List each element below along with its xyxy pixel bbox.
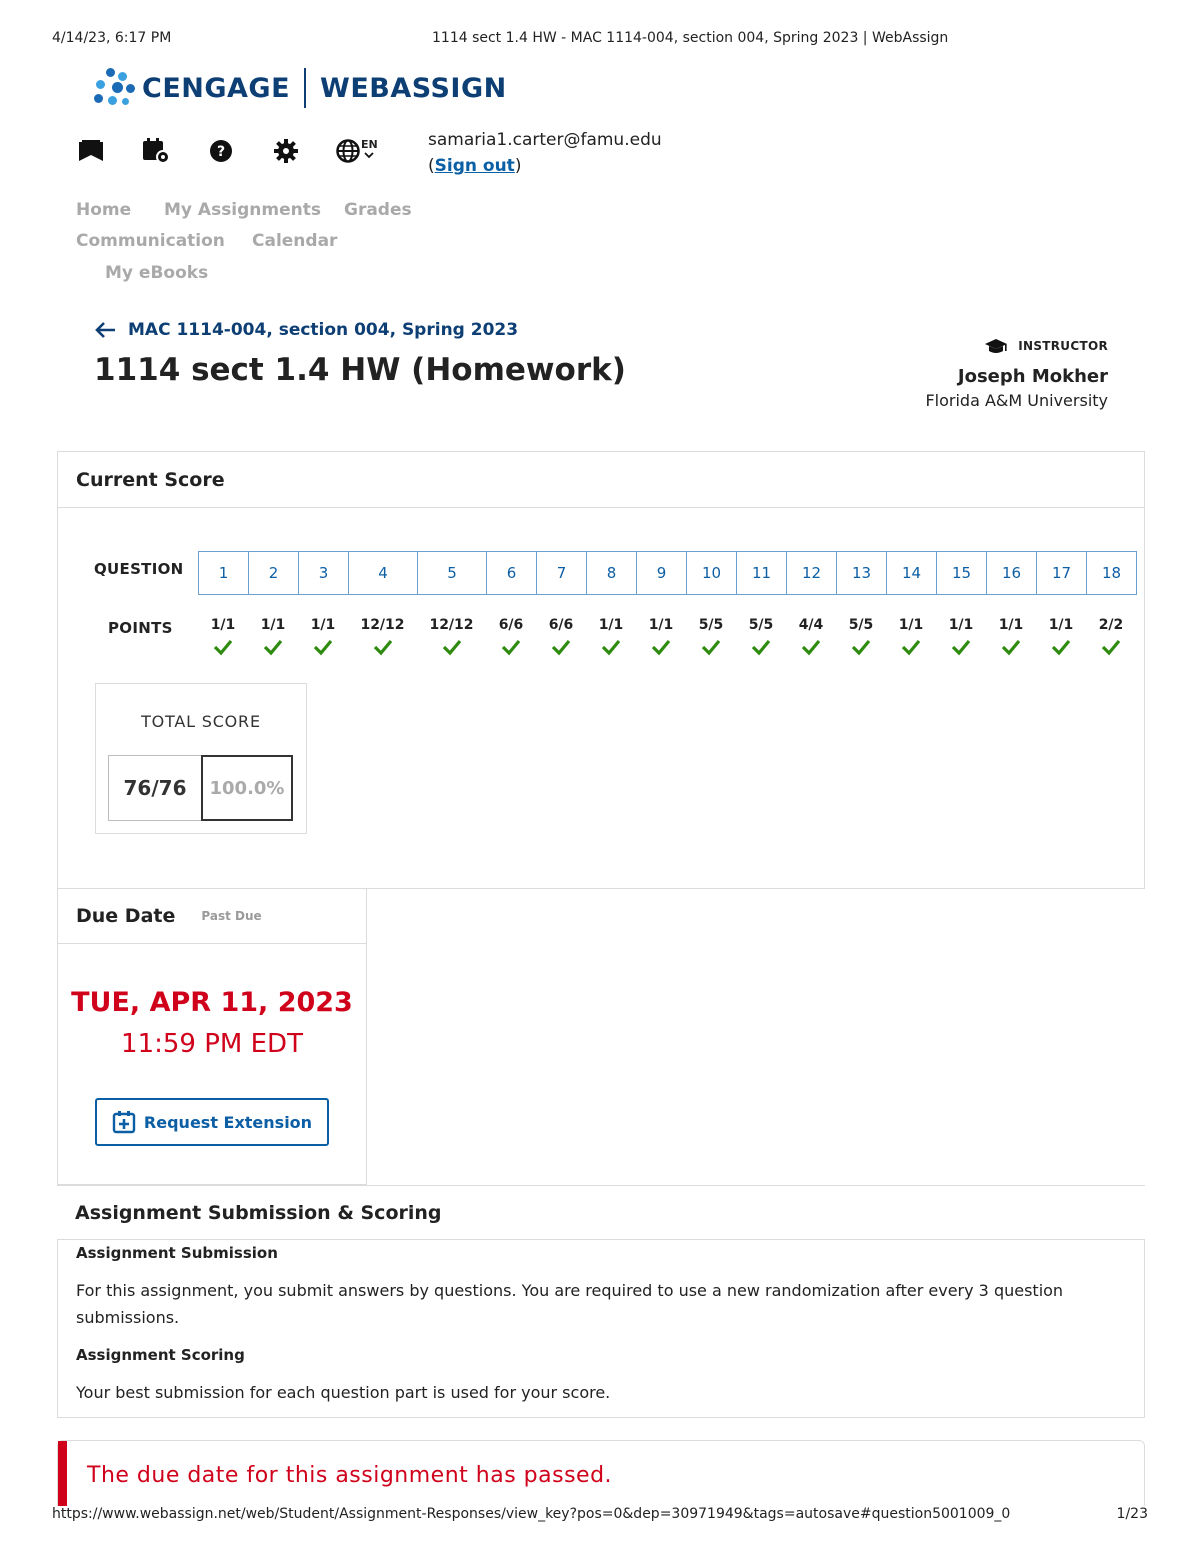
question-number-strip bbox=[198, 551, 1122, 595]
points-value: 1/1 bbox=[648, 617, 674, 633]
check-icon bbox=[442, 639, 462, 655]
breadcrumb[interactable] bbox=[96, 320, 518, 340]
breadcrumb-course-link[interactable]: MAC 1114-004, section 004, Spring 2023 bbox=[128, 320, 519, 340]
webassign-wordmark: WEBASSIGN bbox=[320, 72, 507, 104]
instructor-panel bbox=[925, 338, 1108, 410]
nav-my-assignments[interactable]: My Assignments bbox=[164, 200, 322, 220]
question-8-button[interactable]: 8 bbox=[586, 551, 637, 595]
calendar-plus-icon bbox=[112, 1110, 136, 1134]
cengage-webassign-logo[interactable] bbox=[92, 66, 507, 110]
total-score-box bbox=[95, 683, 307, 834]
check-icon bbox=[951, 639, 971, 655]
instructor-label: INSTRUCTOR bbox=[1018, 339, 1108, 353]
question-4-button[interactable]: 4 bbox=[348, 551, 418, 595]
print-header bbox=[52, 30, 1148, 48]
total-score-label: TOTAL SCORE bbox=[141, 712, 261, 731]
points-strip bbox=[198, 617, 1124, 667]
question-8-points bbox=[586, 617, 636, 655]
check-icon bbox=[313, 639, 333, 655]
nav-grades[interactable]: Grades bbox=[344, 200, 412, 220]
question-17-points bbox=[1036, 617, 1086, 655]
print-url: https://www.webassign.net/web/Student/Assignment-Responses/view_key?pos=0&dep=30971949&tags=autosave#question5001009_0 bbox=[52, 1506, 1011, 1522]
help-icon[interactable] bbox=[206, 138, 236, 164]
question-11-points bbox=[736, 617, 786, 655]
points-value: 5/5 bbox=[848, 617, 874, 633]
nav-calendar[interactable]: Calendar bbox=[252, 231, 338, 251]
chevron-down-icon bbox=[364, 152, 374, 158]
points-value: 4/4 bbox=[798, 617, 824, 633]
question-3-points bbox=[298, 617, 348, 655]
check-icon bbox=[501, 639, 521, 655]
points-value: 1/1 bbox=[1048, 617, 1074, 633]
settings-gear-icon[interactable] bbox=[271, 138, 301, 164]
points-value: 6/6 bbox=[548, 617, 574, 633]
logo-divider bbox=[304, 68, 306, 108]
past-due-badge: Past Due bbox=[201, 909, 262, 923]
nav-home[interactable]: Home bbox=[76, 200, 132, 220]
instructor-label-row bbox=[925, 338, 1108, 354]
points-value: 1/1 bbox=[598, 617, 624, 633]
question-1-button[interactable]: 1 bbox=[198, 551, 249, 595]
question-2-button[interactable]: 2 bbox=[248, 551, 299, 595]
arrow-left-icon bbox=[96, 322, 116, 338]
cengage-logo-icon bbox=[92, 66, 136, 110]
question-5-points bbox=[417, 617, 486, 655]
bookmark-icon[interactable] bbox=[76, 138, 106, 164]
due-date-title: Due Date bbox=[76, 905, 176, 927]
print-date: 4/14/23, 6:17 PM bbox=[52, 30, 172, 46]
question-14-button[interactable]: 14 bbox=[886, 551, 937, 595]
signout-paren-close: ) bbox=[514, 156, 522, 176]
due-time-value: 11:59 PM EDT bbox=[121, 1029, 303, 1059]
check-icon bbox=[263, 639, 283, 655]
request-extension-label: Request Extension bbox=[143, 1112, 313, 1132]
current-score-header bbox=[58, 452, 1144, 508]
globe-icon bbox=[336, 139, 360, 163]
question-16-button[interactable]: 16 bbox=[986, 551, 1037, 595]
check-icon bbox=[851, 639, 871, 655]
current-score-title: Current Score bbox=[76, 468, 225, 491]
points-value: 5/5 bbox=[748, 617, 774, 633]
points-value: 1/1 bbox=[210, 617, 236, 633]
check-icon bbox=[801, 639, 821, 655]
request-extension-button[interactable] bbox=[95, 1098, 329, 1146]
question-12-points bbox=[786, 617, 836, 655]
print-footer bbox=[52, 1506, 1148, 1524]
signout-row bbox=[428, 156, 662, 176]
due-date-passed-alert bbox=[57, 1440, 1145, 1510]
check-icon bbox=[701, 639, 721, 655]
question-11-button[interactable]: 11 bbox=[736, 551, 787, 595]
question-15-button[interactable]: 15 bbox=[936, 551, 987, 595]
question-2-points bbox=[248, 617, 298, 655]
calendar-gear-icon[interactable] bbox=[141, 138, 171, 164]
question-5-button[interactable]: 5 bbox=[417, 551, 487, 595]
page-title: 1114 sect 1.4 HW (Homework) bbox=[94, 352, 626, 388]
question-18-button[interactable]: 18 bbox=[1086, 551, 1137, 595]
question-6-points bbox=[486, 617, 536, 655]
scoring-heading: Assignment Scoring bbox=[76, 1346, 245, 1364]
question-18-points bbox=[1086, 617, 1136, 655]
question-9-points bbox=[636, 617, 686, 655]
question-17-button[interactable]: 17 bbox=[1036, 551, 1087, 595]
nav-communication[interactable]: Communication bbox=[76, 231, 225, 251]
check-icon bbox=[651, 639, 671, 655]
nav-my-ebooks[interactable]: My eBooks bbox=[105, 263, 209, 283]
check-icon bbox=[1051, 639, 1071, 655]
user-info bbox=[428, 130, 662, 176]
submission-heading: Assignment Submission bbox=[76, 1244, 278, 1262]
question-9-button[interactable]: 9 bbox=[636, 551, 687, 595]
points-value: 1/1 bbox=[310, 617, 336, 633]
alert-message: The due date for this assignment has passed. bbox=[87, 1463, 613, 1488]
submission-scoring-card bbox=[57, 1239, 1145, 1418]
question-3-button[interactable]: 3 bbox=[298, 551, 349, 595]
points-value: 12/12 bbox=[429, 617, 474, 633]
points-row-label: POINTS bbox=[108, 619, 173, 637]
points-value: 12/12 bbox=[360, 617, 405, 633]
points-value: 5/5 bbox=[698, 617, 724, 633]
question-7-button[interactable]: 7 bbox=[536, 551, 587, 595]
question-13-points bbox=[836, 617, 886, 655]
submission-scoring-title: Assignment Submission & Scoring bbox=[75, 1201, 442, 1224]
question-6-button[interactable]: 6 bbox=[486, 551, 537, 595]
svg-text:?: ? bbox=[216, 144, 226, 160]
print-title: 1114 sect 1.4 HW - MAC 1114-004, section 004, Spring 2023 | WebAssign bbox=[432, 30, 949, 46]
signout-paren-open: ( bbox=[428, 156, 435, 176]
points-value: 1/1 bbox=[948, 617, 974, 633]
due-date-value: TUE, APR 11, 2023 bbox=[71, 987, 353, 1018]
check-icon bbox=[373, 639, 393, 655]
question-10-points bbox=[686, 617, 736, 655]
language-selector[interactable] bbox=[336, 139, 378, 163]
question-1-points bbox=[198, 617, 248, 655]
cengage-wordmark: CENGAGE bbox=[142, 72, 291, 104]
language-code: EN bbox=[361, 137, 378, 151]
check-icon bbox=[751, 639, 771, 655]
utility-toolbar bbox=[76, 138, 378, 164]
check-icon bbox=[601, 639, 621, 655]
check-icon bbox=[551, 639, 571, 655]
points-value: 1/1 bbox=[260, 617, 286, 633]
due-date-card bbox=[57, 889, 367, 1185]
alert-accent-bar bbox=[58, 1441, 67, 1509]
submission-scoring-header bbox=[57, 1185, 1145, 1239]
points-value: 1/1 bbox=[898, 617, 924, 633]
total-score-percent: 100.0% bbox=[201, 755, 293, 821]
question-4-points bbox=[348, 617, 417, 655]
question-10-button[interactable]: 10 bbox=[686, 551, 737, 595]
sign-out-link[interactable]: Sign out bbox=[434, 156, 515, 176]
question-14-points bbox=[886, 617, 936, 655]
print-page-number: 1/23 bbox=[1116, 1506, 1148, 1522]
check-icon bbox=[1001, 639, 1021, 655]
question-12-button[interactable]: 12 bbox=[786, 551, 837, 595]
check-icon bbox=[901, 639, 921, 655]
due-date-header bbox=[58, 889, 366, 944]
question-7-points bbox=[536, 617, 586, 655]
points-value: 1/1 bbox=[998, 617, 1024, 633]
question-13-button[interactable]: 13 bbox=[836, 551, 887, 595]
points-value: 6/6 bbox=[498, 617, 524, 633]
instructor-school: Florida A&M University bbox=[925, 391, 1108, 410]
scoring-text: Your best submission for each question part is used for your score. bbox=[76, 1383, 611, 1402]
question-16-points bbox=[986, 617, 1036, 655]
submission-text: For this assignment, you submit answers by questions. You are required to use a new randomization after every 3 question submissions. bbox=[76, 1281, 1064, 1327]
check-icon bbox=[213, 639, 233, 655]
question-row-label: QUESTION bbox=[94, 560, 184, 578]
user-email: samaria1.carter@famu.edu bbox=[428, 130, 662, 150]
graduation-cap-icon bbox=[984, 338, 1008, 354]
question-15-points bbox=[936, 617, 986, 655]
points-value: 2/2 bbox=[1098, 617, 1124, 633]
check-icon bbox=[1101, 639, 1121, 655]
total-score-raw: 76/76 bbox=[108, 755, 202, 821]
current-score-card bbox=[57, 451, 1145, 889]
instructor-name: Joseph Mokher bbox=[957, 366, 1108, 387]
